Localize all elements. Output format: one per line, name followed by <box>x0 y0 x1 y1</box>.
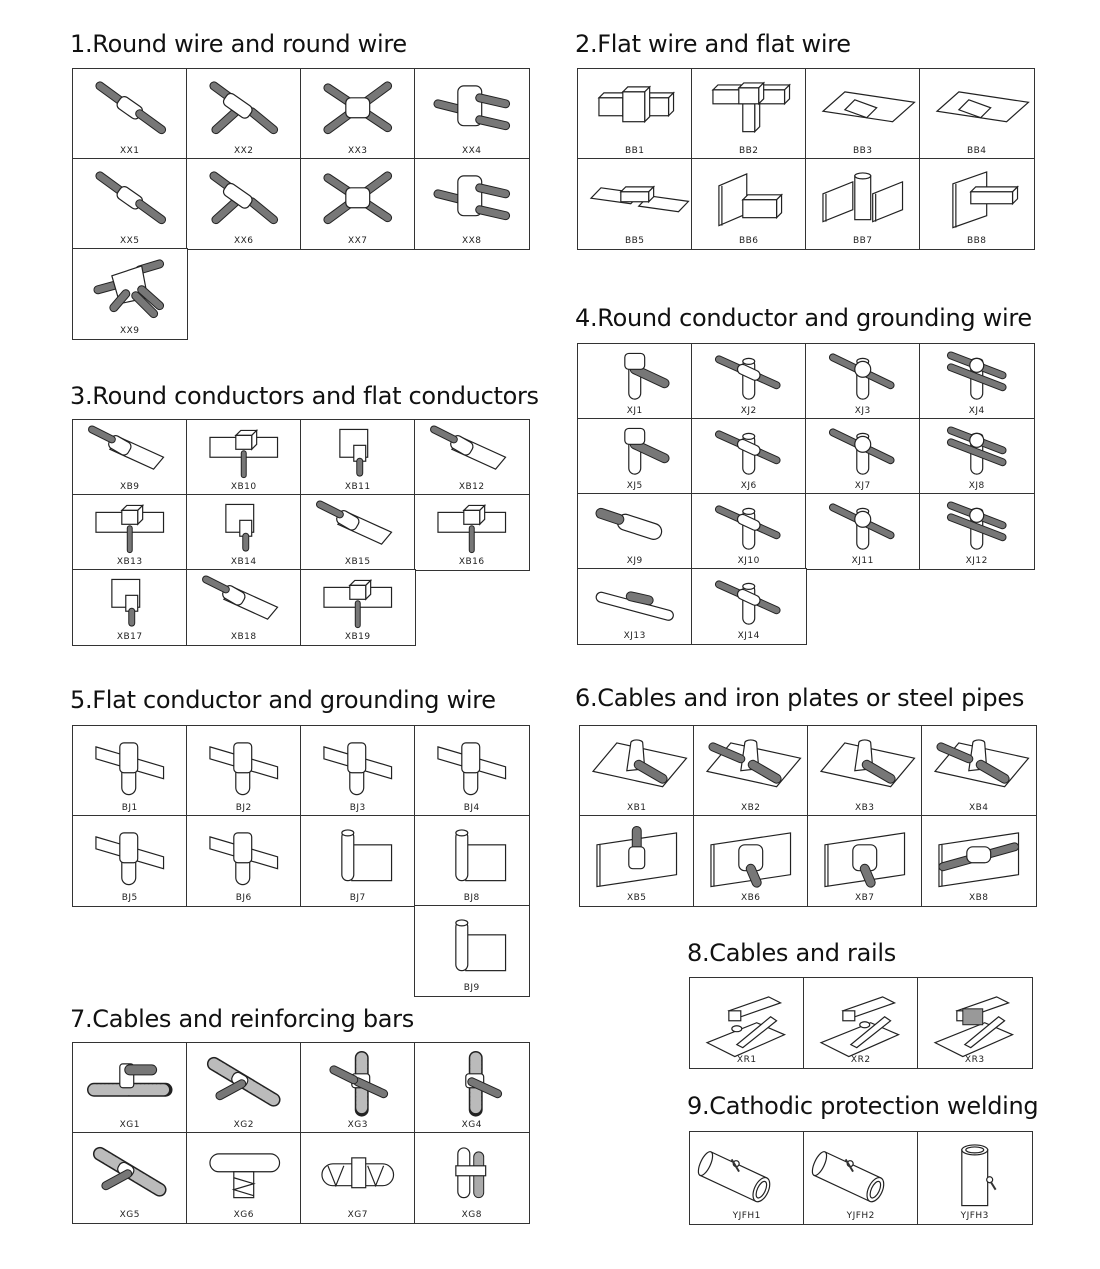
connector-code-label: XX6 <box>233 235 254 246</box>
connector-cell-xb16 <box>414 494 530 571</box>
connector-cell-xx9 <box>72 248 188 340</box>
connector-code-label: XB14 <box>230 556 257 567</box>
connector-cell-bb2 <box>691 68 807 160</box>
connector-cell-xx4 <box>414 68 530 160</box>
connector-cell-xj9 <box>577 493 693 570</box>
connector-cell-xg2 <box>186 1042 302 1134</box>
connector-cell-xj4 <box>919 343 1035 420</box>
connector-code-label: XG5 <box>119 1209 140 1220</box>
connector-code-label: XR2 <box>850 1054 871 1065</box>
connector-cell-xx8 <box>414 158 530 250</box>
connector-cell-xb2 <box>693 725 809 817</box>
connector-cell-xj12 <box>919 493 1035 570</box>
connector-code-label: XB10 <box>230 481 257 492</box>
connector-code-label: XX8 <box>461 235 482 246</box>
section-title-9: 9.Cathodic protection welding <box>687 1092 1039 1120</box>
connector-cell-xj5 <box>577 418 693 495</box>
connector-code-label: XG3 <box>347 1119 368 1130</box>
connector-code-label: XB19 <box>344 631 371 642</box>
connector-code-label: BJ8 <box>463 892 480 903</box>
connector-cell-bj9 <box>414 905 530 997</box>
connector-code-label: XJ1 <box>626 405 643 416</box>
connector-cell-xj2 <box>691 343 807 420</box>
connector-code-label: XJ3 <box>854 405 871 416</box>
connector-cell-bj5 <box>72 815 188 907</box>
connector-code-label: XB3 <box>854 802 875 813</box>
connector-cell-xb13 <box>72 494 188 571</box>
connector-cell-xb6 <box>693 815 809 907</box>
connector-code-label: XJ4 <box>968 405 985 416</box>
connector-cell-xb15 <box>300 494 416 571</box>
connector-code-label: BJ3 <box>349 802 366 813</box>
connector-cell-xb11 <box>300 419 416 496</box>
connector-cell-bb5 <box>577 158 693 250</box>
connector-code-label: XB7 <box>854 892 875 903</box>
connector-cell-xb9 <box>72 419 188 496</box>
connector-cell-xb3 <box>807 725 923 817</box>
connector-cell-xb19 <box>300 569 416 646</box>
connector-cell-xj13 <box>577 568 693 645</box>
connector-cell-xg7 <box>300 1132 416 1224</box>
connector-cell-xg3 <box>300 1042 416 1134</box>
connector-code-label: XB11 <box>344 481 371 492</box>
connector-code-label: XJ7 <box>854 480 871 491</box>
connector-cell-xb1 <box>579 725 695 817</box>
connector-cell-xb12 <box>414 419 530 496</box>
connector-code-label: BB2 <box>738 145 759 156</box>
connector-code-label: XJ6 <box>740 480 757 491</box>
connector-cell-bb6 <box>691 158 807 250</box>
connector-cell-xj7 <box>805 418 921 495</box>
connector-cell-xj1 <box>577 343 693 420</box>
connector-code-label: XR1 <box>736 1054 757 1065</box>
connector-code-label: XJ9 <box>626 555 643 566</box>
connector-cell-xr3 <box>917 977 1033 1069</box>
connector-code-label: XX5 <box>119 235 140 246</box>
connector-code-label: XJ13 <box>623 630 646 641</box>
connector-code-label: XB17 <box>116 631 143 642</box>
connector-code-label: YJFH2 <box>846 1210 875 1221</box>
connector-code-label: BB6 <box>738 235 759 246</box>
connector-code-label: XB5 <box>626 892 647 903</box>
connector-code-label: BB8 <box>966 235 987 246</box>
connector-code-label: XJ14 <box>737 630 760 641</box>
connector-cell-yjfh2 <box>803 1131 919 1225</box>
connector-code-label: XG7 <box>347 1209 368 1220</box>
connector-code-label: XX3 <box>347 145 368 156</box>
connector-code-label: XX7 <box>347 235 368 246</box>
connector-cell-xb10 <box>186 419 302 496</box>
connector-code-label: XB13 <box>116 556 143 567</box>
connector-code-label: BJ6 <box>235 892 252 903</box>
connector-code-label: XJ8 <box>968 480 985 491</box>
section-title-2: 2.Flat wire and flat wire <box>575 30 851 58</box>
connector-code-label: XX1 <box>119 145 140 156</box>
connector-code-label: BB1 <box>624 145 645 156</box>
connector-code-label: YJFH1 <box>732 1210 761 1221</box>
connector-cell-bj4 <box>414 725 530 817</box>
section-title-5: 5.Flat conductor and grounding wire <box>70 686 496 714</box>
connector-code-label: XG4 <box>461 1119 482 1130</box>
connector-code-label: XB12 <box>458 481 485 492</box>
connector-cell-xx7 <box>300 158 416 250</box>
connector-code-label: XB4 <box>968 802 989 813</box>
connector-cell-xg4 <box>414 1042 530 1134</box>
connector-code-label: XX2 <box>233 145 254 156</box>
connector-code-label: XB6 <box>740 892 761 903</box>
connector-code-label: XG1 <box>119 1119 140 1130</box>
connector-cell-xb7 <box>807 815 923 907</box>
connector-code-label: XJ5 <box>626 480 643 491</box>
connector-cell-bb7 <box>805 158 921 250</box>
connector-code-label: XJ11 <box>851 555 874 566</box>
connector-code-label: XG6 <box>233 1209 254 1220</box>
connector-cell-xb5 <box>579 815 695 907</box>
connector-code-label: XB9 <box>119 481 140 492</box>
section-title-3: 3.Round conductors and flat conductors <box>70 382 539 410</box>
connector-cell-xx5 <box>72 158 188 250</box>
connector-cell-bj1 <box>72 725 188 817</box>
section-title-1: 1.Round wire and round wire <box>70 30 407 58</box>
connector-code-label: BJ2 <box>235 802 252 813</box>
connector-cell-xr2 <box>803 977 919 1069</box>
connector-cell-xr1 <box>689 977 805 1069</box>
connector-cell-xx2 <box>186 68 302 160</box>
section-title-6: 6.Cables and iron plates or steel pipes <box>575 684 1025 712</box>
connector-code-label: XX4 <box>461 145 482 156</box>
connector-cell-bj3 <box>300 725 416 817</box>
connector-code-label: BJ5 <box>121 892 138 903</box>
connector-cell-bj7 <box>300 815 416 907</box>
section-title-7: 7.Cables and reinforcing bars <box>70 1005 414 1033</box>
connector-cell-xj11 <box>805 493 921 570</box>
connector-code-label: BJ7 <box>349 892 366 903</box>
connector-code-label: XG8 <box>461 1209 482 1220</box>
connector-cell-yjfh3 <box>917 1131 1033 1225</box>
connector-cell-bj8 <box>414 815 530 907</box>
connector-cell-xx3 <box>300 68 416 160</box>
connector-cell-xg6 <box>186 1132 302 1224</box>
connector-code-label: XB16 <box>458 556 485 567</box>
connector-cell-bb8 <box>919 158 1035 250</box>
connector-code-label: BB7 <box>852 235 873 246</box>
connector-cell-bj6 <box>186 815 302 907</box>
connector-code-label: BB3 <box>852 145 873 156</box>
connector-cell-xb17 <box>72 569 188 646</box>
section-title-4: 4.Round conductor and grounding wire <box>575 304 1032 332</box>
connector-code-label: XJ12 <box>965 555 988 566</box>
connector-code-label: XB8 <box>968 892 989 903</box>
connector-code-label: BB5 <box>624 235 645 246</box>
connector-code-label: XB15 <box>344 556 371 567</box>
connector-cell-xg1 <box>72 1042 188 1134</box>
connector-cell-xb18 <box>186 569 302 646</box>
connector-code-label: XG2 <box>233 1119 254 1130</box>
connector-code-label: XX9 <box>119 325 140 336</box>
connector-cell-xj8 <box>919 418 1035 495</box>
connector-code-label: XR3 <box>964 1054 985 1065</box>
connector-code-label: BJ4 <box>463 802 480 813</box>
connector-code-label: XB1 <box>626 802 647 813</box>
connector-cell-xb14 <box>186 494 302 571</box>
connector-cell-bj2 <box>186 725 302 817</box>
connector-cell-xx1 <box>72 68 188 160</box>
connector-cell-xg5 <box>72 1132 188 1224</box>
connector-code-label: YJFH3 <box>960 1210 989 1221</box>
connector-code-label: BB4 <box>966 145 987 156</box>
connector-code-label: XJ2 <box>740 405 757 416</box>
connector-cell-xb4 <box>921 725 1037 817</box>
connector-code-label: XB2 <box>740 802 761 813</box>
connector-cell-xj10 <box>691 493 807 570</box>
connector-code-label: XJ10 <box>737 555 760 566</box>
connector-code-label: XB18 <box>230 631 257 642</box>
section-title-8: 8.Cables and rails <box>687 939 896 967</box>
connector-cell-xj3 <box>805 343 921 420</box>
connector-cell-bb1 <box>577 68 693 160</box>
connector-cell-xb8 <box>921 815 1037 907</box>
connector-cell-bb4 <box>919 68 1035 160</box>
connector-code-label: BJ9 <box>463 982 480 993</box>
connector-code-label: BJ1 <box>121 802 138 813</box>
connector-cell-xg8 <box>414 1132 530 1224</box>
connector-cell-xj14 <box>691 568 807 645</box>
connector-cell-xj6 <box>691 418 807 495</box>
connector-cell-bb3 <box>805 68 921 160</box>
connector-cell-xx6 <box>186 158 302 250</box>
connector-cell-yjfh1 <box>689 1131 805 1225</box>
